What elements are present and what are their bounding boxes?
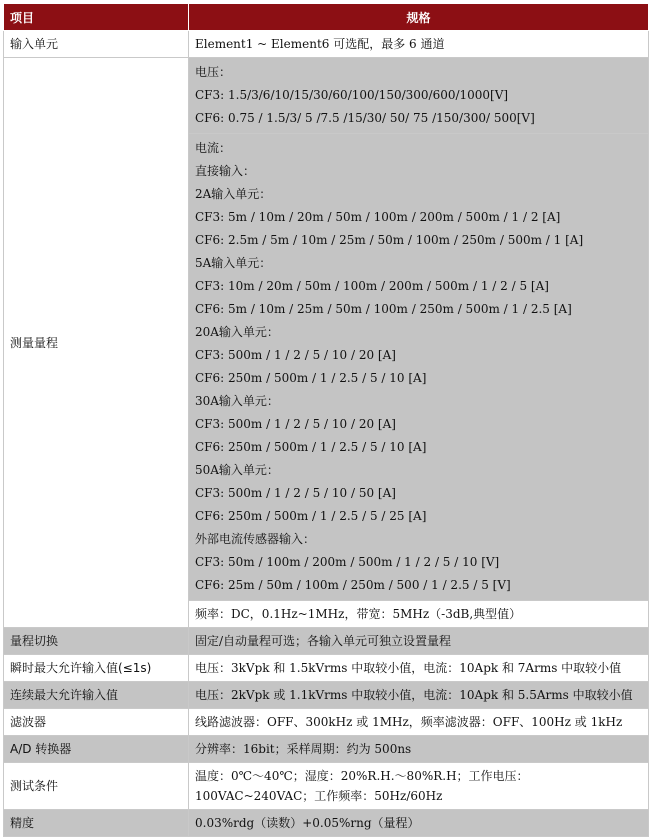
row-test-conditions	[4, 763, 649, 810]
row-value: 线路滤波器：OFF、300kHz 或 1MHz，频率滤波器：OFF、100Hz 或 1kHz	[189, 709, 649, 736]
row-label: 测量量程	[4, 58, 189, 628]
row-continuous-max	[4, 682, 649, 709]
row-value: 分辨率：16bit；采样周期：约为 500ns	[189, 736, 649, 763]
row-label: 量程切换	[4, 628, 189, 655]
range-line: 5A输入单元：	[195, 256, 272, 270]
row-label: 输入单元	[4, 31, 189, 58]
range-line: CF6: 2.5m / 5m / 10m / 25m / 50m / 100m / 250m / 500m / 1 [A]	[195, 233, 584, 247]
row-value: 电压：2kVpk 或 1.1kVrms 中取较小值，电流：10Apk 和 5.5Arms 中取较小值	[189, 682, 649, 709]
row-value: 0.03%rdg（读数）+0.05%rng（量程）	[189, 810, 649, 837]
range-line: 30A输入单元：	[195, 394, 279, 408]
range-line: CF3: 500m / 1 / 2 / 5 / 10 / 20 [A]	[195, 348, 396, 362]
row-label: 连续最大允许输入值	[4, 682, 189, 709]
row-value: 固定/自动量程可选；各输入单元可独立设置量程	[189, 628, 649, 655]
header-item: 项目	[4, 4, 189, 31]
header-row	[4, 4, 649, 31]
frequency-spec: 频率：DC，0.1Hz~1MHz，带宽：5MHz（-3dB,典型值）	[189, 601, 649, 628]
spec-table	[3, 3, 649, 837]
row-instant-max	[4, 655, 649, 682]
row-value: 电压：3kVpk 和 1.5kVrms 中取较小值，电流：10Apk 和 7Arms 中取较小值	[189, 655, 649, 682]
range-line: CF6: 250m / 500m / 1 / 2.5 / 5 / 10 [A]	[195, 440, 427, 454]
range-line: CF6: 0.75 / 1.5/3/ 5 /7.5 /15/30/ 50/ 75 /150/300/ 500[V]	[195, 111, 535, 125]
row-accuracy	[4, 810, 649, 837]
range-line: 直接输入：	[195, 164, 256, 178]
voltage-ranges	[189, 58, 649, 134]
range-line: CF6: 5m / 10m / 25m / 50m / 100m / 250m / 500m / 1 / 2.5 [A]	[195, 302, 572, 316]
range-line: CF3: 1.5/3/6/10/15/30/60/100/150/300/600/1000[V]	[195, 88, 509, 102]
range-line: 2A输入单元：	[195, 187, 272, 201]
range-line: CF6: 250m / 500m / 1 / 2.5 / 5 / 25 [A]	[195, 509, 427, 523]
row-label: 瞬时最大允许输入值(≤1s)	[4, 655, 189, 682]
range-line: CF3: 500m / 1 / 2 / 5 / 10 / 20 [A]	[195, 417, 396, 431]
row-adc	[4, 736, 649, 763]
row-label: 滤波器	[4, 709, 189, 736]
row-label: 精度	[4, 810, 189, 837]
row-range-switch	[4, 628, 649, 655]
header-spec: 规格	[189, 4, 649, 31]
range-line: 20A输入单元：	[195, 325, 279, 339]
range-line: 50A输入单元：	[195, 463, 279, 477]
range-line: CF6: 25m / 50m / 100m / 250m / 500 / 1 / 2.5 / 5 [V]	[195, 578, 511, 592]
range-line: CF6: 250m / 500m / 1 / 2.5 / 5 / 10 [A]	[195, 371, 427, 385]
range-line: 外部电流传感器输入：	[195, 532, 316, 546]
current-ranges	[189, 134, 649, 601]
range-line: 电流：	[195, 141, 232, 155]
range-line: CF3: 50m / 100m / 200m / 500m / 1 / 2 / 5 / 10 [V]	[195, 555, 500, 569]
range-line: CF3: 500m / 1 / 2 / 5 / 10 / 50 [A]	[195, 486, 396, 500]
range-line: CF3: 10m / 20m / 50m / 100m / 200m / 500m / 1 / 2 / 5 [A]	[195, 279, 549, 293]
row-input-unit	[4, 31, 649, 58]
range-line: 电压：	[195, 65, 232, 79]
row-filter	[4, 709, 649, 736]
row-value: 温度：0℃～40℃；湿度：20%R.H.～80%R.H；工作电压：100VAC~240VAC；工作频率：50Hz/60Hz	[189, 763, 649, 810]
row-value: Element1 ~ Element6 可选配，最多 6 通道	[189, 31, 649, 58]
range-line: CF3: 5m / 10m / 20m / 50m / 100m / 200m / 500m / 1 / 2 [A]	[195, 210, 561, 224]
row-label: A/D 转换器	[4, 736, 189, 763]
row-range-voltage	[4, 58, 649, 134]
row-label: 测试条件	[4, 763, 189, 810]
